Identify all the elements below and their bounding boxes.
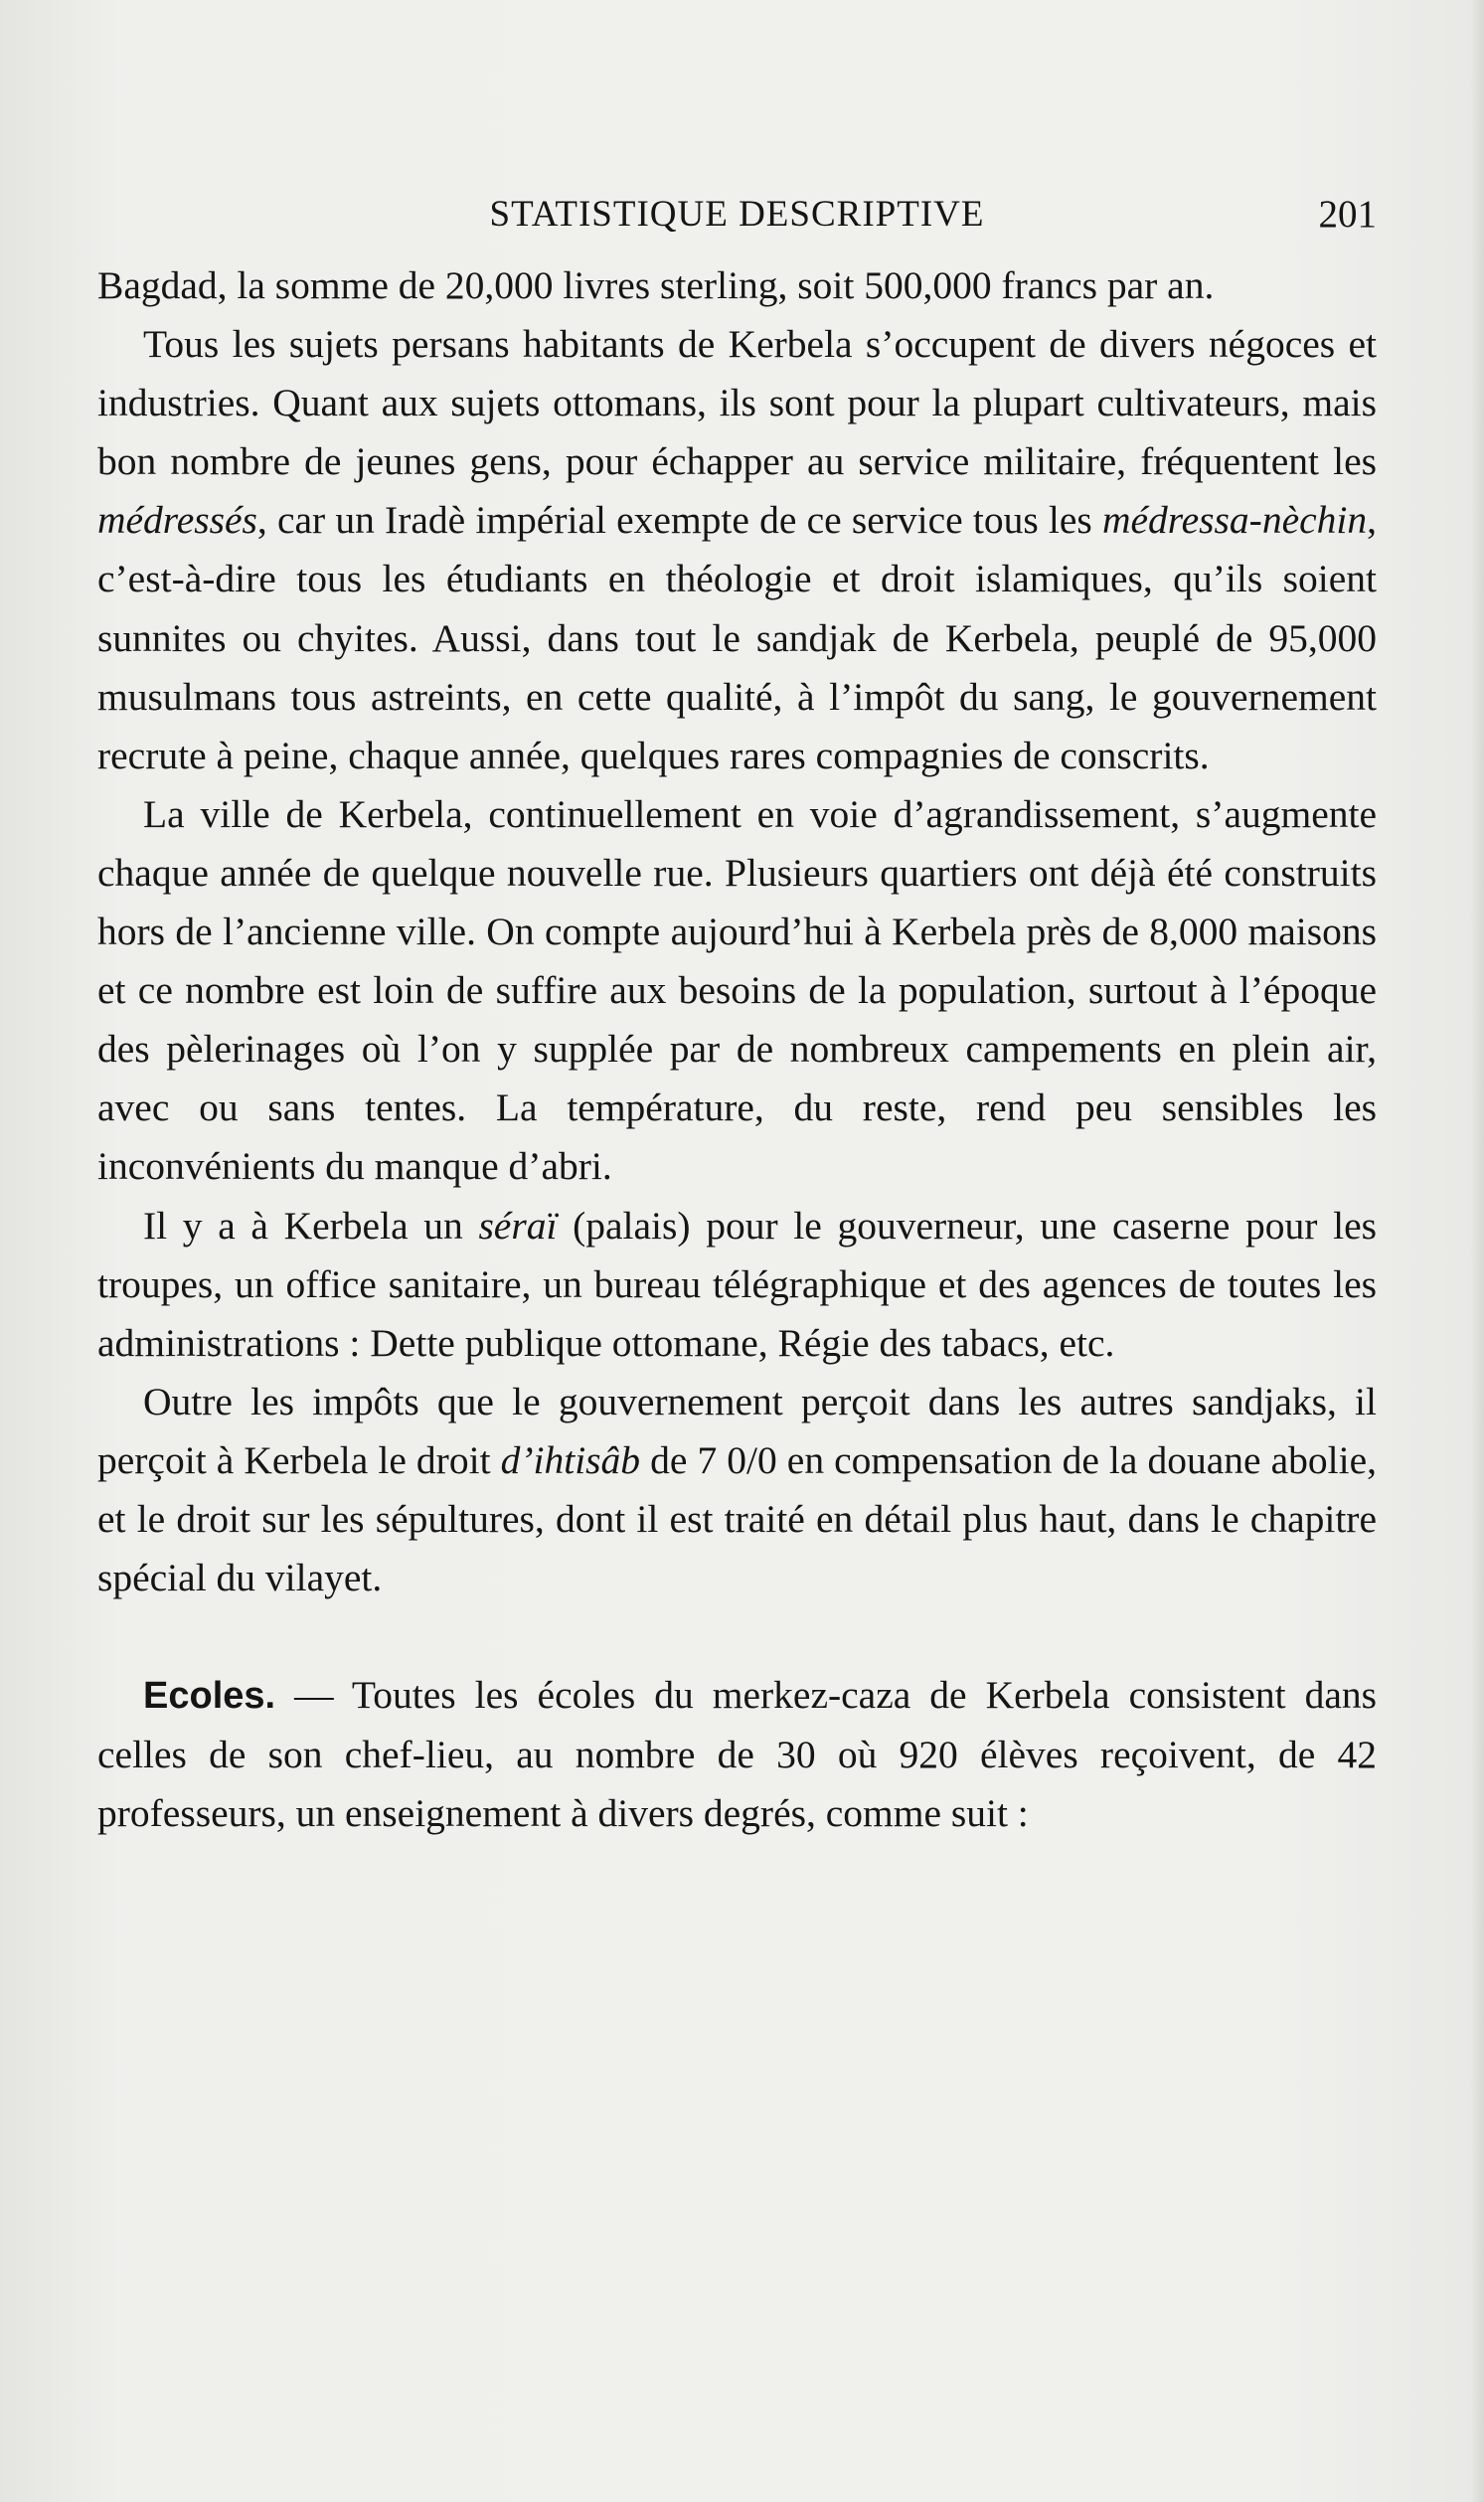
paragraph-4-part-a: Il y a à Kerbela un bbox=[143, 1203, 479, 1248]
paragraph-3: La ville de Kerbela, continuellement en voie d’agrandissement, s’augmente chaque année de quelque nouvelle rue. Plusieurs quartiers ont déjà été construits hors de l’ancienne ville. On compte aujourd’hui à Kerbela près de 8,000 maisons et ce nombre est loin de suffire aux besoins de la population, surtout à l’époque des pèlerinages où l’on y supplée par de nombreux campements en plein air, avec ou sans tentes. La température, du reste, rend peu sensibles les inconvénients du manque d’abri. bbox=[97, 791, 1377, 1189]
running-title: STATISTIQUE DESCRIPTIVE bbox=[489, 194, 985, 235]
paragraph-4 bbox=[97, 1197, 1377, 1373]
paragraph-2-italic-medresses: médressés bbox=[97, 498, 257, 543]
page-edge-shadow bbox=[1470, 0, 1484, 2502]
paragraph-5-part-a: Outre les impôts que le gouvernement perçoit dans les autres sandjaks, il perçoit à Kerbela le droit bbox=[97, 1379, 1377, 1482]
body-text bbox=[97, 256, 1377, 1843]
paragraph-2-part-a: Tous les sujets persans habitants de Kerbela s’occupent de divers négoces et industries. Quant aux sujets ottomans, ils sont pour la plupart cultivateurs, mais bon nombre de jeunes gens, pour échapper au service militaire, fréquentent les bbox=[97, 322, 1377, 484]
paragraph-5-part-b: de 7 0/0 en compensation de la douane abolie, et le droit sur les sépultures, dont il est traité en détail plus haut, dans le chapitre spécial du vilayet. bbox=[97, 1437, 1378, 1600]
paragraph-4-italic-serai: séraï bbox=[478, 1203, 558, 1248]
paragraph-2-part-c: , c’est-à-dire tous les étudiants en théologie et droit islamiques, qu’ils soient sunnites ou chyites. Aussi, dans tout le sandjak de Kerbela, peuplé de 95,000 musulmans tous astreints, en cette qualité, à l’impôt du sang, le gouvernement recrute à peine, chaque année, quelques rares compagnies de conscrits. bbox=[97, 498, 1377, 777]
page-number: 201 bbox=[1318, 193, 1377, 236]
paragraph-ecoles bbox=[97, 1666, 1377, 1843]
paragraph-5-italic-ihtisab: d’ihtisâb bbox=[500, 1437, 641, 1482]
paragraph-2 bbox=[97, 315, 1377, 785]
page-header bbox=[97, 185, 1377, 245]
paragraph-ecoles-text: — Toutes les écoles du merkez-caza de Kerbela consistent dans celles de son chef-lieu, au nombre de 30 où 920 élèves reçoivent, de 42 professeurs, un enseignement à divers degrés, comme suit : bbox=[97, 1673, 1377, 1836]
section-title-ecoles: Ecoles. bbox=[143, 1675, 276, 1718]
paragraph-2-part-b: , car un Iradè impérial exempte de ce service tous les bbox=[256, 498, 1102, 543]
paragraph-2-italic-medressa-nechin: médressa-nèchin bbox=[1101, 498, 1368, 543]
paragraph-4-part-b: (palais) pour le gouverneur, une caserne pour les troupes, un office sanitaire, un bureau télégraphique et des agences de toutes les administrations : Dette publique ottomane, Régie des tabacs, etc. bbox=[97, 1203, 1377, 1365]
paragraph-1: Bagdad, la somme de 20,000 livres sterling, soit 500,000 francs par an. bbox=[97, 263, 1215, 307]
paragraph-5 bbox=[97, 1373, 1377, 1607]
